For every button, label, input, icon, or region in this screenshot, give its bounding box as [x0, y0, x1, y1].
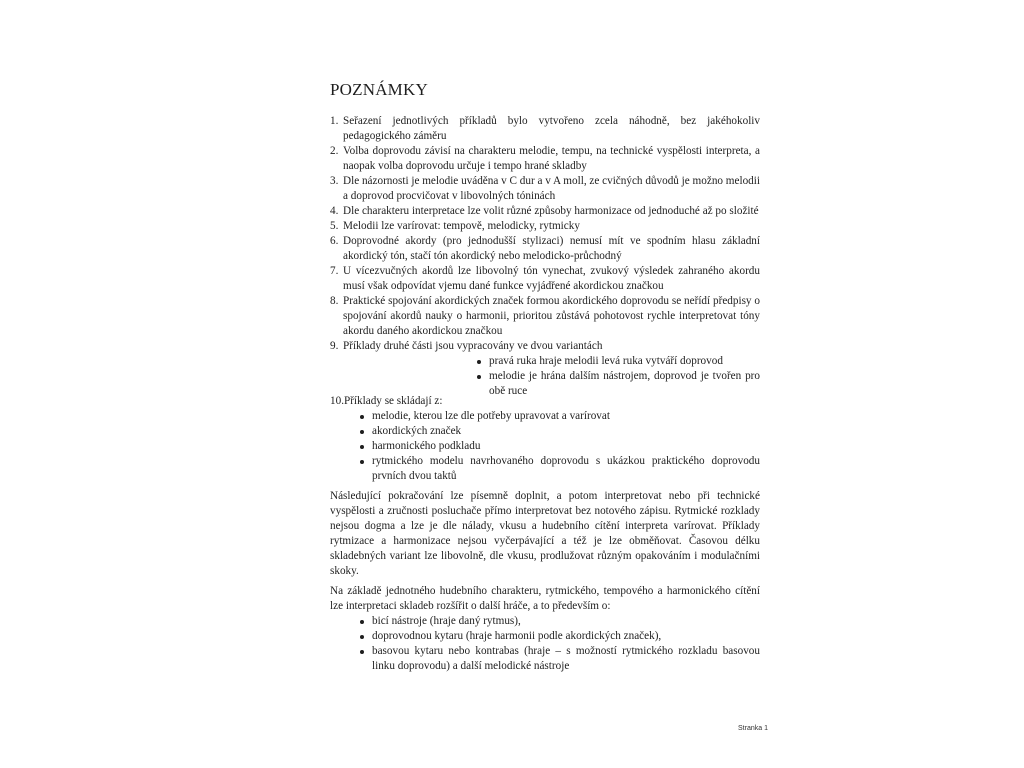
extra-players-list — [358, 614, 760, 674]
note-text: U vícezvučných akordů lze libovolný tón vynechat, zvukový výsledek zahraného akordu musí však odpovídat vjemu dané funkce vyjádřené akordickou značkou — [343, 265, 760, 292]
player-item: basovou kytaru nebo kontrabas (hraje – s možností rytmického rozkladu basovou linku doprovodu) a další melodické nástroje — [358, 644, 760, 674]
note-text: Příklady druhé části jsou vypracovány ve dvou variantách — [343, 340, 603, 352]
variant-item: melodie je hrána dalším nástrojem, doprovod je tvořen pro obě ruce — [475, 369, 760, 399]
note-text: Doprovodné akordy (pro jednodušší stylizaci) nemusí mít ve spodním hlasu základní akordický tón, stačí tón akordický nebo melodicko-průchodný — [343, 235, 760, 262]
note-10-label: 10.Příklady se skládají z: — [330, 395, 443, 407]
note-item — [330, 174, 760, 204]
note-number: 8. — [330, 295, 339, 307]
note-10 — [330, 394, 760, 484]
note-10-items — [358, 409, 760, 484]
note-number: 3. — [330, 175, 339, 187]
player-item: bicí nástroje (hraje daný rytmus), — [358, 614, 760, 629]
variant-item: pravá ruka hraje melodii levá ruka vytváří doprovod — [475, 354, 760, 369]
note-text: Praktické spojování akordických značek formou akordického doprovodu se neřídí předpisy o spojování akordů nauky o harmonii, prioritou zůstává pohotovost rychle interpretovat tóny akordu daného akordickou značkou — [343, 295, 760, 337]
component-item: akordických značek — [358, 424, 760, 439]
page-title: POZNÁMKY — [330, 80, 428, 99]
note-item — [330, 339, 760, 399]
note-number: 1. — [330, 115, 339, 127]
note9-variants — [475, 354, 760, 399]
note-text: Volba doprovodu závisí na charakteru melodie, tempu, na technické vyspělosti interpreta, a naopak volba doprovodu určuje i tempo hrané skladby — [343, 145, 760, 172]
player-item: doprovodnou kytaru (hraje harmonii podle akordických značek), — [358, 629, 760, 644]
note-number: 7. — [330, 265, 339, 277]
component-item: melodie, kterou lze dle potřeby upravovat a varírovat — [358, 409, 760, 424]
paragraph-extension-text: Na základě jednotného hudebního charakteru, rytmického, tempového a harmonického cítění lze interpretaci skladeb rozšířit o další hráče, a to především o: — [330, 585, 760, 612]
note-text: Melodii lze varírovat: tempově, melodicky, rytmicky — [343, 220, 580, 232]
note-number: 9. — [330, 340, 339, 352]
note-item — [330, 234, 760, 264]
note-item — [330, 204, 760, 219]
notes-list — [330, 114, 760, 399]
note-item — [330, 264, 760, 294]
note-number: 2. — [330, 145, 339, 157]
note-item — [330, 144, 760, 174]
note-item — [330, 114, 760, 144]
note-number: 4. — [330, 205, 339, 217]
note-text: Dle charakteru interpretace lze volit různé způsoby harmonizace od jednoduché až po složité — [343, 205, 759, 217]
note-text: Dle názornosti je melodie uváděna v C dur a v A moll, ze cvičných důvodů je možno melodii a doprovod procvičovat v libovolných tóninách — [343, 175, 760, 202]
component-item: harmonického podkladu — [358, 439, 760, 454]
component-item: rytmického modelu navrhovaného doprovodu s ukázkou praktického doprovodu prvních dvou taktů — [358, 454, 760, 484]
page-number-footer: Stranka 1 — [738, 725, 768, 732]
note-item — [330, 219, 760, 234]
note-text: Seřazení jednotlivých příkladů bylo vytvořeno zcela náhodně, bez jakéhokoliv pedagogického záměru — [343, 115, 760, 142]
paragraph-extension — [330, 584, 760, 674]
paragraph-continuation: Následující pokračování lze písemně doplnit, a potom interpretovat nebo při technické vyspělosti a zručnosti posluchače přímo interpretovat bez notového zápisu. Rytmické rozklady nejsou dogma a lze je dle nálady, vkusu a hudebního cítění interpreta varírovat. Příklady rytmizace a harmonizace nejsou vyčerpávající a též je lze obměňovat. Časovou délku skladebných variant lze libovolně, dle vkusu, prodlužovat různým opakováním i modulačními skoky. — [330, 490, 760, 577]
note-number: 5. — [330, 220, 339, 232]
note-number: 6. — [330, 235, 339, 247]
note-item — [330, 294, 760, 339]
